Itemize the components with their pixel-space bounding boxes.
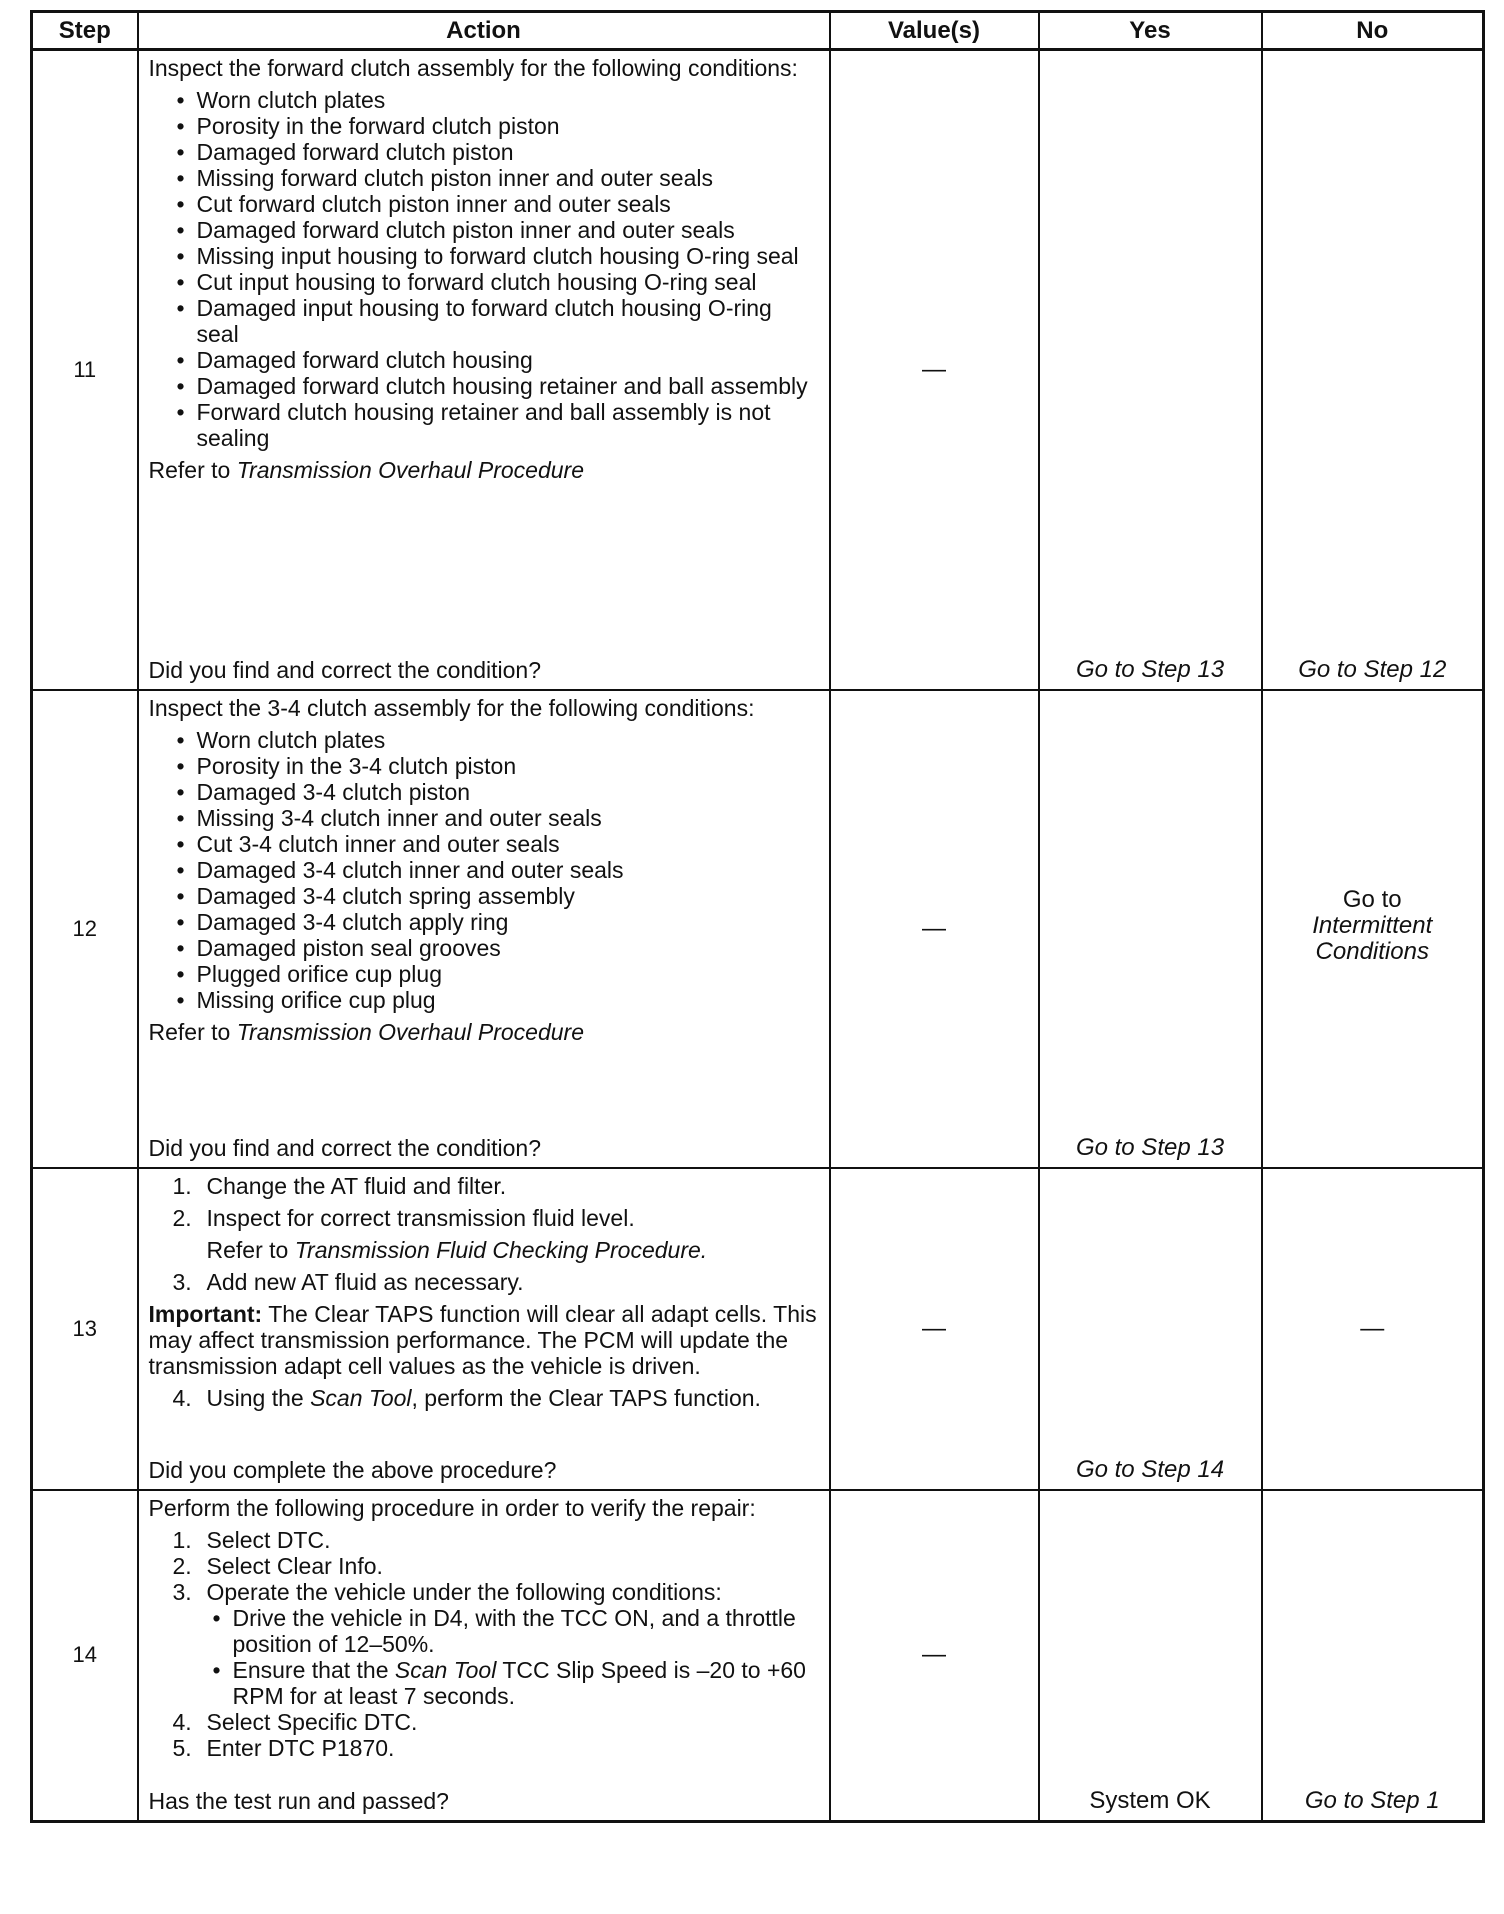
header-no: No	[1262, 12, 1484, 50]
table-row-step-12	[32, 690, 1484, 1168]
no-cell: Go to Step 12	[1262, 50, 1484, 690]
important-text: The Clear TAPS function will clear all adapt cells. This may affect transmission performance. The PCM will update the transmission adapt cell values as the vehicle is driven.	[148, 1300, 817, 1379]
item-number: 1.	[172, 1526, 192, 1553]
item-suffix: TCC Slip Speed is –20 to +60 RPM for at least 7 seconds.	[232, 1656, 806, 1709]
condition-list	[149, 1605, 819, 1709]
important-label: Important:	[148, 1300, 263, 1327]
refer-link[interactable]: Transmission Overhaul Procedure	[236, 457, 584, 483]
action-question: Did you find and correct the condition?	[148, 1134, 542, 1161]
action-question: Did you complete the above procedure?	[148, 1456, 557, 1483]
step-number: 12	[32, 690, 138, 1168]
list-item	[173, 1735, 819, 1761]
refer-prefix: Refer to	[206, 1236, 295, 1263]
item-number: 2.	[172, 1552, 192, 1579]
important-note	[149, 1301, 819, 1379]
list-item	[173, 1269, 819, 1295]
list-item: • Missing input housing to forward clutch housing O-ring seal	[177, 243, 819, 269]
value-cell: —	[830, 690, 1039, 1168]
value-cell: —	[830, 50, 1039, 690]
procedure-list	[149, 1709, 819, 1761]
action-intro: Perform the following procedure in order to verify the repair:	[148, 1494, 756, 1521]
refer-line	[149, 1237, 819, 1263]
list-item: • Damaged 3-4 clutch spring assembly	[177, 883, 819, 909]
action-cell	[138, 690, 830, 1168]
diagnostic-table	[30, 10, 1485, 1823]
list-item: • Porosity in the 3-4 clutch piston	[177, 753, 819, 779]
list-item: • Damaged 3-4 clutch piston	[177, 779, 819, 805]
item-number: 2.	[172, 1204, 192, 1231]
action-question: Has the test run and passed?	[148, 1788, 449, 1814]
no-cell: Go to Step 1	[1262, 1490, 1484, 1822]
no-cell	[1262, 690, 1484, 1168]
table-row-step-14	[32, 1490, 1484, 1822]
list-item: • Damaged 3-4 clutch inner and outer seals	[177, 857, 819, 883]
list-item: • Plugged orifice cup plug	[177, 961, 819, 987]
yes-cell: System OK	[1039, 1490, 1262, 1822]
step-number: 11	[32, 50, 138, 690]
item-number: 3.	[172, 1578, 192, 1605]
item-prefix: Ensure that the	[232, 1656, 395, 1683]
item-text: Operate the vehicle under the following conditions:	[206, 1578, 722, 1605]
refer-line	[149, 457, 819, 483]
list-item: • Missing orifice cup plug	[177, 987, 819, 1013]
item-text: Select DTC.	[206, 1526, 331, 1553]
item-number: 5.	[172, 1734, 192, 1761]
item-prefix: Using the	[206, 1384, 311, 1411]
no-line-1: Go to	[1342, 885, 1402, 913]
list-item: • Missing 3-4 clutch inner and outer seals	[177, 805, 819, 831]
list-item	[173, 1205, 819, 1231]
list-item	[173, 1579, 819, 1605]
procedure-list	[149, 1385, 819, 1411]
list-item: • Damaged piston seal grooves	[177, 935, 819, 961]
refer-line	[149, 1019, 819, 1045]
step-number: 13	[32, 1168, 138, 1490]
list-item: • Damaged forward clutch housing	[177, 347, 819, 373]
list-item: • Damaged input housing to forward clutch housing O-ring seal	[177, 295, 819, 347]
value-cell: —	[830, 1168, 1039, 1490]
scan-tool-link[interactable]: Scan Tool	[394, 1656, 497, 1683]
value-cell: —	[830, 1490, 1039, 1822]
list-item: • Worn clutch plates	[177, 727, 819, 753]
item-text: Change the AT fluid and filter.	[206, 1172, 507, 1199]
refer-prefix: Refer to	[148, 1018, 237, 1045]
item-text: Add new AT fluid as necessary.	[206, 1268, 524, 1295]
item-number: 1.	[172, 1172, 192, 1199]
action-intro: Inspect the forward clutch assembly for the following conditions:	[148, 55, 798, 81]
list-item	[213, 1657, 819, 1709]
header-step: Step	[32, 12, 138, 50]
item-text: Select Clear Info.	[206, 1552, 383, 1579]
step-number: 14	[32, 1490, 138, 1822]
list-item	[173, 1553, 819, 1579]
item-text: Inspect for correct transmission fluid level.	[206, 1204, 635, 1231]
condition-list	[149, 727, 819, 1013]
action-intro: Inspect the 3-4 clutch assembly for the following conditions:	[148, 694, 755, 721]
refer-link[interactable]: Transmission Overhaul Procedure	[236, 1018, 584, 1045]
list-item: • Cut input housing to forward clutch housing O-ring seal	[177, 269, 819, 295]
yes-cell: Go to Step 13	[1039, 690, 1262, 1168]
list-item	[173, 1385, 819, 1411]
scan-tool-link[interactable]: Scan Tool	[310, 1384, 412, 1411]
list-item: • Cut 3-4 clutch inner and outer seals	[177, 831, 819, 857]
list-item: • Damaged forward clutch piston	[177, 139, 819, 165]
item-number: 4.	[172, 1384, 192, 1411]
procedure-list	[149, 1527, 819, 1605]
yes-cell: Go to Step 13	[1039, 50, 1262, 690]
header-yes: Yes	[1039, 12, 1262, 50]
action-cell	[138, 1168, 830, 1490]
header-action: Action	[138, 12, 830, 50]
item-suffix: , perform the Clear TAPS function.	[411, 1384, 761, 1411]
list-item	[173, 1527, 819, 1553]
refer-prefix: Refer to	[148, 457, 237, 483]
yes-cell: Go to Step 14	[1039, 1168, 1262, 1490]
list-item	[173, 1173, 819, 1199]
no-cell: —	[1262, 1168, 1484, 1490]
item-number: 4.	[172, 1708, 192, 1735]
procedure-list	[149, 1269, 819, 1295]
condition-list	[149, 87, 819, 451]
item-text: Select Specific DTC.	[206, 1708, 418, 1735]
action-cell	[138, 1490, 830, 1822]
list-item: • Forward clutch housing retainer and ball assembly is not sealing	[177, 399, 819, 451]
header-values: Value(s)	[830, 12, 1039, 50]
list-item: • Damaged 3-4 clutch apply ring	[177, 909, 819, 935]
list-item: • Damaged forward clutch piston inner and outer seals	[177, 217, 819, 243]
list-item: • Porosity in the forward clutch piston	[177, 113, 819, 139]
list-item: • Missing forward clutch piston inner and outer seals	[177, 165, 819, 191]
item-number: 3.	[172, 1268, 192, 1295]
no-line-2: Intermittent	[1312, 911, 1433, 939]
refer-link[interactable]: Transmission Fluid Checking Procedure.	[294, 1236, 708, 1263]
list-item	[173, 1709, 819, 1735]
list-item: • Cut forward clutch piston inner and outer seals	[177, 191, 819, 217]
procedure-list	[149, 1173, 819, 1231]
list-item: • Worn clutch plates	[177, 87, 819, 113]
intermittent-link[interactable]	[1263, 887, 1483, 965]
table-row-step-13	[32, 1168, 1484, 1490]
table-row-step-11	[32, 50, 1484, 690]
list-item: • Damaged forward clutch housing retainer and ball assembly	[177, 373, 819, 399]
no-line-3: Conditions	[1315, 937, 1429, 965]
item-text: Enter DTC P1870.	[206, 1734, 395, 1761]
action-question: Did you find and correct the condition?	[148, 656, 542, 683]
header-row	[32, 12, 1484, 50]
list-item: • Drive the vehicle in D4, with the TCC ON, and a throttle position of 12–50%.	[213, 1605, 819, 1657]
action-cell	[138, 50, 830, 690]
